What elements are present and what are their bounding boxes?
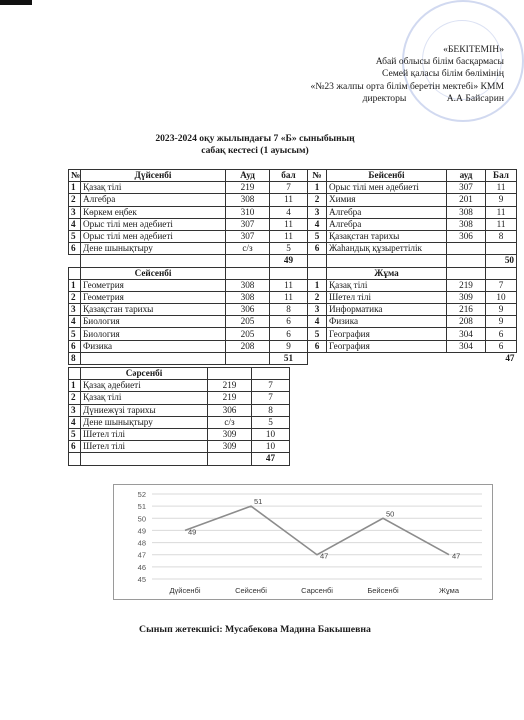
weekly-load-chart xyxy=(113,484,493,600)
y-tick-label: 49 xyxy=(137,526,146,536)
points-cell: 7 xyxy=(252,392,290,404)
points-cell: 10 xyxy=(252,441,290,453)
lesson-number: 2 xyxy=(69,291,81,303)
subject-cell: Алгебра xyxy=(81,194,226,206)
lesson-number: 2 xyxy=(69,194,81,206)
lesson-number: 4 xyxy=(308,218,327,230)
schedule-table-upper xyxy=(68,169,517,365)
subject-cell: Дене шынықтыру xyxy=(81,243,226,255)
data-label: 51 xyxy=(254,497,263,507)
table-row xyxy=(69,340,517,352)
approval-line-4: «№23 жалпы орта білім беретін мектебі» КММ xyxy=(310,80,504,92)
room-cell: 307 xyxy=(226,218,270,230)
room-cell: 306 xyxy=(447,230,486,242)
points-cell: 10 xyxy=(486,291,517,303)
room-cell: 306 xyxy=(226,304,270,316)
room-cell: 308 xyxy=(447,218,486,230)
subject-cell: Қазақ тілі xyxy=(327,279,447,291)
subject-cell: Биология xyxy=(81,328,226,340)
room-cell: 219 xyxy=(447,279,486,291)
approval-signature-line xyxy=(310,93,504,105)
subject-cell: Физика xyxy=(327,316,447,328)
bal-header-right: Бал xyxy=(486,170,517,182)
lesson-number: 6 xyxy=(69,243,81,255)
lesson-number: 4 xyxy=(308,316,327,328)
room-cell: 308 xyxy=(226,291,270,303)
points-cell: 6 xyxy=(486,328,517,340)
room-cell: 309 xyxy=(447,291,486,303)
points-cell: 6 xyxy=(270,328,308,340)
room-cell: 309 xyxy=(208,441,252,453)
table-row xyxy=(69,392,290,404)
approval-line-2: Абай облысы білім басқармасы xyxy=(375,56,504,68)
director-role: директоры xyxy=(362,92,407,104)
points-cell: 9 xyxy=(486,316,517,328)
x-tick-label: Жұма xyxy=(438,586,460,595)
room-cell: 219 xyxy=(208,392,252,404)
y-tick-label: 50 xyxy=(137,514,146,524)
table-row xyxy=(69,428,290,440)
lesson-number: 2 xyxy=(69,392,81,404)
subject-cell: Шетел тілі xyxy=(81,428,208,440)
x-tick-label: Дүйсенбі xyxy=(169,586,201,595)
wednesday-header-row xyxy=(69,368,290,380)
y-tick-label: 52 xyxy=(137,490,146,499)
room-cell: 208 xyxy=(226,340,270,352)
points-cell: 11 xyxy=(270,291,308,303)
points-cell: 9 xyxy=(486,194,517,206)
subject-cell: Физика xyxy=(81,340,226,352)
y-tick-label: 48 xyxy=(137,538,146,548)
lesson-number: 4 xyxy=(69,218,81,230)
monday-total: 49 xyxy=(270,255,308,267)
points-cell xyxy=(486,243,517,255)
subject-cell: Шетел тілі xyxy=(81,441,208,453)
lesson-number: 6 xyxy=(308,340,327,352)
lesson-number: 5 xyxy=(308,328,327,340)
subject-cell: Жаһандық құзыреттілік xyxy=(327,243,447,255)
room-cell: 201 xyxy=(447,194,486,206)
bal-header: бал xyxy=(270,170,308,182)
class-teacher: Сынып жетекшісі: Мусабекова Мадина Бакышевна xyxy=(139,624,371,635)
title-line-2: сабақ кестесі (1 ауысым) xyxy=(201,144,309,156)
data-label: 47 xyxy=(452,551,461,561)
points-cell: 11 xyxy=(270,230,308,242)
friday-total: 47 xyxy=(505,353,515,364)
room-cell: 216 xyxy=(447,304,486,316)
wednesday-total: 47 xyxy=(252,453,290,465)
table-row xyxy=(69,404,290,416)
aud-header-right: ауд xyxy=(447,170,486,182)
table-row xyxy=(69,380,290,392)
table-row xyxy=(69,328,517,340)
title-line-1: 2023-2024 оқу жылындағы 7 «Б» сыныбының xyxy=(155,133,355,144)
room-cell: 306 xyxy=(208,404,252,416)
points-cell: 11 xyxy=(270,194,308,206)
points-cell: 9 xyxy=(486,304,517,316)
subject-cell: Орыс тілі мен әдебиеті xyxy=(81,230,226,242)
points-cell: 11 xyxy=(270,218,308,230)
subject-cell: Геометрия xyxy=(81,279,226,291)
room-cell: 308 xyxy=(226,194,270,206)
lesson-number: 3 xyxy=(308,206,327,218)
lesson-number: 1 xyxy=(69,380,81,392)
subject-cell: Информатика xyxy=(327,304,447,316)
room-cell: 310 xyxy=(226,206,270,218)
y-tick-label: 45 xyxy=(137,575,146,584)
room-cell xyxy=(447,243,486,255)
subject-cell: Алгебра xyxy=(327,206,447,218)
subject-cell: Шетел тілі xyxy=(327,291,447,303)
tuesday-header: Сейсенбі xyxy=(81,267,226,279)
subject-cell: Биология xyxy=(81,316,226,328)
num-header: № xyxy=(69,170,81,182)
y-tick-label: 47 xyxy=(137,550,146,560)
subject-cell: Химия xyxy=(327,194,447,206)
subject-cell: Қазақстан тарихы xyxy=(327,230,447,242)
room-cell: 309 xyxy=(208,428,252,440)
lesson-number: 4 xyxy=(69,316,81,328)
subject-cell: Қазақ тілі xyxy=(81,182,226,194)
wednesday-total-row xyxy=(69,453,290,465)
table-row xyxy=(69,416,290,428)
x-tick-label: Сейсенбі xyxy=(235,586,267,595)
director-name: А.А Байсарин xyxy=(446,92,504,104)
subject-cell: Көркем еңбек xyxy=(81,206,226,218)
lesson-number: 5 xyxy=(308,230,327,242)
points-cell: 11 xyxy=(270,279,308,291)
subject-cell: География xyxy=(327,340,447,352)
wednesday-header: Сәрсенбі xyxy=(81,368,208,380)
subject-cell: Дене шынықтыру xyxy=(81,416,208,428)
monday-header: Дүйсенбі xyxy=(81,170,226,182)
points-cell: 9 xyxy=(270,340,308,352)
room-cell: 307 xyxy=(226,230,270,242)
schedule-table-wednesday xyxy=(68,367,290,466)
lesson-number: 3 xyxy=(69,304,81,316)
points-cell: 6 xyxy=(486,340,517,352)
room-cell: 304 xyxy=(447,340,486,352)
points-cell: 6 xyxy=(270,316,308,328)
approval-block xyxy=(310,44,504,105)
subject-cell: Геометрия xyxy=(81,291,226,303)
lesson-number: 5 xyxy=(69,328,81,340)
lesson-number: 3 xyxy=(69,404,81,416)
room-cell: 307 xyxy=(447,182,486,194)
thursday-total: 50 xyxy=(486,255,517,267)
scan-corner-mark xyxy=(0,0,32,5)
lesson-number: 6 xyxy=(69,340,81,352)
room-cell: 205 xyxy=(226,328,270,340)
day-header-row-2 xyxy=(69,267,517,279)
thursday-header: Бейсенбі xyxy=(327,170,447,182)
approval-line-3: Семей қаласы білім бөлімінің xyxy=(381,68,504,80)
room-cell: 205 xyxy=(226,316,270,328)
points-cell: 8 xyxy=(270,304,308,316)
lesson-number: 6 xyxy=(308,243,327,255)
room-cell: 208 xyxy=(447,316,486,328)
table-row xyxy=(69,279,517,291)
lesson-number: 1 xyxy=(308,182,327,194)
aud-header: Ауд xyxy=(226,170,270,182)
num-header-right: № xyxy=(308,170,327,182)
table-row xyxy=(69,316,517,328)
total-row xyxy=(69,255,517,267)
table-row xyxy=(69,206,517,218)
lesson-number: 2 xyxy=(308,291,327,303)
data-label: 47 xyxy=(320,551,329,561)
lesson-number: 5 xyxy=(69,428,81,440)
subject-cell: Алгебра xyxy=(327,218,447,230)
room-cell: с/з xyxy=(226,243,270,255)
lesson-number: 2 xyxy=(308,194,327,206)
x-tick-label: Бейсенбі xyxy=(367,586,399,595)
points-cell: 5 xyxy=(270,243,308,255)
points-cell: 7 xyxy=(252,380,290,392)
lesson-number: 3 xyxy=(308,304,327,316)
points-cell: 11 xyxy=(486,206,517,218)
room-cell: 219 xyxy=(226,182,270,194)
lesson-number: 3 xyxy=(69,206,81,218)
room-cell: с/з xyxy=(208,416,252,428)
points-cell: 10 xyxy=(252,428,290,440)
lesson-number: 1 xyxy=(308,279,327,291)
lesson-number: 1 xyxy=(69,279,81,291)
room-cell: 308 xyxy=(226,279,270,291)
table-row xyxy=(69,441,290,453)
data-label: 50 xyxy=(386,509,395,519)
table-row xyxy=(69,291,517,303)
tuesday-total: 51 xyxy=(270,352,308,364)
points-cell: 8 xyxy=(252,404,290,416)
data-label: 49 xyxy=(188,527,197,537)
chart-svg xyxy=(114,485,492,599)
y-tick-label: 51 xyxy=(137,502,146,512)
subject-cell: География xyxy=(327,328,447,340)
lesson-number: 5 xyxy=(69,230,81,242)
points-cell: 5 xyxy=(252,416,290,428)
subject-cell: Қазақ әдебиеті xyxy=(81,380,208,392)
y-tick-label: 46 xyxy=(137,562,146,572)
points-cell: 4 xyxy=(270,206,308,218)
table-row xyxy=(69,194,517,206)
points-cell: 8 xyxy=(486,230,517,242)
subject-cell: Орыс тілі мен әдебиеті xyxy=(327,182,447,194)
lesson-number: 4 xyxy=(69,416,81,428)
lesson-number: 6 xyxy=(69,441,81,453)
points-cell: 7 xyxy=(270,182,308,194)
table-row xyxy=(69,243,517,255)
table-row xyxy=(69,182,517,194)
total-row-2 xyxy=(69,352,517,364)
subject-cell: Қазақстан тарихы xyxy=(81,304,226,316)
room-cell: 304 xyxy=(447,328,486,340)
points-cell: 11 xyxy=(486,182,517,194)
table-row xyxy=(69,304,517,316)
friday-header: Жұма xyxy=(327,267,447,279)
points-cell: 11 xyxy=(486,218,517,230)
header-row xyxy=(69,170,517,182)
approval-heading: «БЕКІТЕМІН» xyxy=(443,44,504,55)
table-row xyxy=(69,230,517,242)
subject-cell: Дүниежүзі тарихы xyxy=(81,404,208,416)
x-tick-label: Сарсенбі xyxy=(301,586,333,595)
table-row xyxy=(69,218,517,230)
room-cell: 219 xyxy=(208,380,252,392)
points-cell: 7 xyxy=(486,279,517,291)
room-cell: 308 xyxy=(447,206,486,218)
lesson-number: 1 xyxy=(69,182,81,194)
tuesday-count: 8 xyxy=(69,352,81,364)
document-title xyxy=(0,133,510,156)
subject-cell: Қазақ тілі xyxy=(81,392,208,404)
subject-cell: Орыс тілі мен әдебиеті xyxy=(81,218,226,230)
